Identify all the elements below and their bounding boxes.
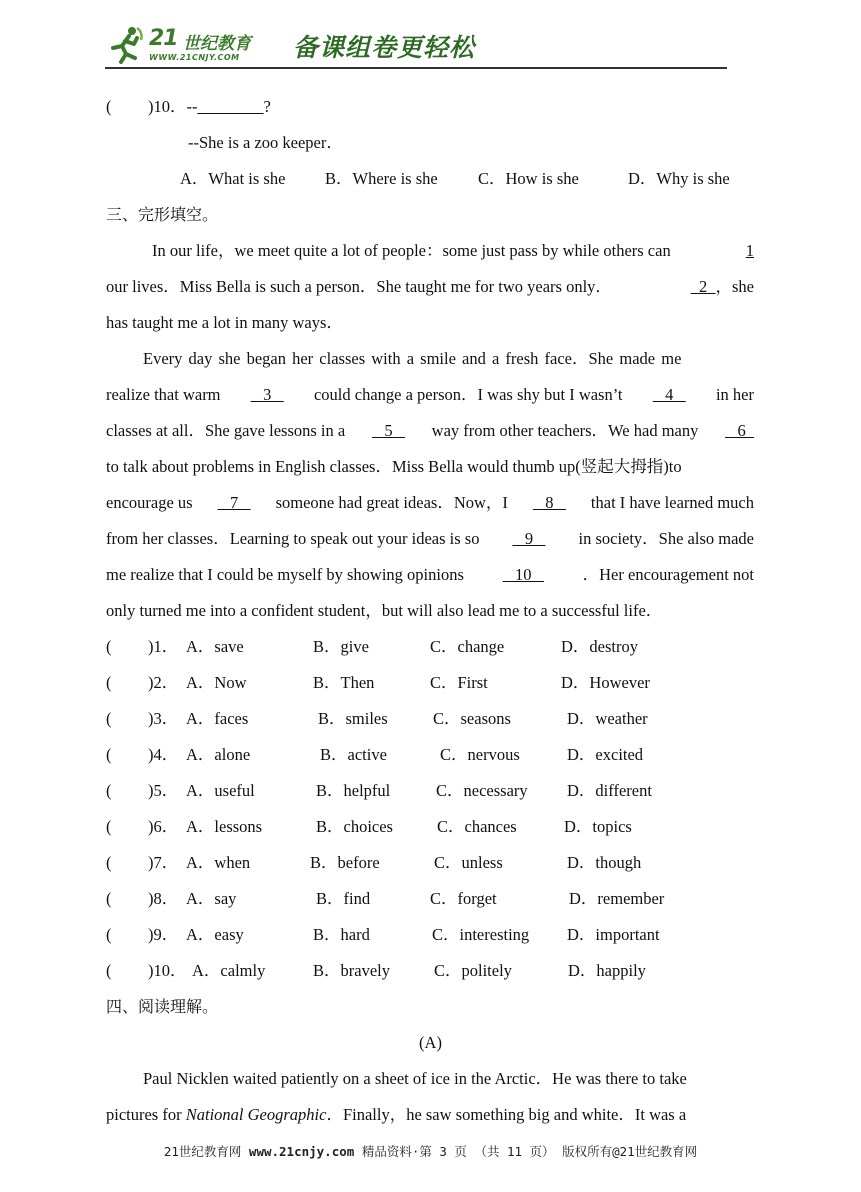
blank-7: 7 — [217, 493, 251, 512]
option-b: B．Where is she — [325, 169, 438, 188]
passage-line: from her classes．Learning to speak out your ideas is so 9 in society．She also made — [106, 529, 754, 548]
option-c: C．chances — [437, 817, 517, 836]
passage-line: has taught me a lot in many ways． — [106, 313, 343, 332]
option-d: D．weather — [567, 709, 648, 728]
question-number: )4． — [148, 745, 179, 764]
answer-paren: ( — [106, 961, 112, 980]
option-d: D．Why is she — [628, 169, 730, 188]
option-a: A．say — [186, 889, 237, 908]
header-slogan: 备课组卷更轻松 — [293, 33, 476, 62]
blank-10: 10 — [502, 565, 544, 584]
answer-paren: ( — [106, 889, 112, 908]
blank-6: 6 — [725, 421, 754, 440]
section-3-heading: 三、完形填空。 — [106, 205, 219, 224]
option-a: A．Now — [186, 673, 247, 692]
reading-line: pictures for National Geographic．Finally，he saw something big and white．It was a — [106, 1105, 687, 1124]
question-number: )8． — [148, 889, 179, 908]
passage-line: In our life，we meet quite a lot of people：some just pass by while others can 1 — [152, 241, 754, 260]
blank-5: 5 — [371, 421, 405, 440]
question-10-response: --She is a zoo keeper． — [188, 133, 343, 152]
page-footer: 21世纪教育网 www.21cnjy.com 精品资料·第 3 页 （共 11 页） 版权所有@21世纪教育网 — [163, 1144, 698, 1159]
option-d: D．though — [567, 853, 642, 872]
option-d: D．excited — [567, 745, 644, 764]
option-c: C．First — [430, 673, 488, 692]
blank-4: 4 — [652, 385, 686, 404]
header-divider — [105, 67, 727, 69]
question-number: )10． — [148, 961, 187, 980]
option-a: A．easy — [186, 925, 244, 944]
option-c: C．change — [430, 637, 505, 656]
question-10-line: ( )10．--________? — [106, 97, 271, 116]
answer-paren: ( — [106, 709, 112, 728]
passage-line: me realize that I could be myself by showing opinions 10 ．Her encouragement not — [106, 565, 754, 584]
option-b: B．helpful — [316, 781, 391, 800]
option-b: B．give — [313, 637, 369, 656]
blank-8: 8 — [532, 493, 566, 512]
answer-paren: ( — [106, 853, 112, 872]
option-a: A．save — [186, 637, 244, 656]
answer-paren: ( — [106, 925, 112, 944]
option-c: C．necessary — [436, 781, 528, 800]
option-a: A．What is she — [180, 169, 286, 188]
answer-blank: ________ — [197, 97, 264, 116]
page-header — [105, 22, 727, 70]
option-b: B．choices — [316, 817, 393, 836]
blank-9: 9 — [512, 529, 546, 548]
question-number: )7． — [148, 853, 179, 872]
passage-label: (A) — [419, 1033, 442, 1052]
answer-paren: ( — [106, 637, 112, 656]
logo-text: 世纪教育 — [183, 34, 251, 54]
option-b: B．bravely — [313, 961, 390, 980]
blank-3: 3 — [250, 385, 284, 404]
option-b: B．find — [316, 889, 371, 908]
option-b: B．hard — [313, 925, 370, 944]
logo-url: WWW.21CNJY.COM — [149, 53, 240, 62]
blank-1: 1 — [745, 241, 754, 260]
magazine-title: National Geographic — [185, 1105, 327, 1124]
option-a: A．useful — [186, 781, 255, 800]
passage-line: our lives．Miss Bella is such a person．She taught me for two years only． 2 ，she — [106, 277, 754, 296]
option-c: C．How is she — [478, 169, 579, 188]
option-c: C．interesting — [432, 925, 530, 944]
option-d: D．different — [567, 781, 652, 800]
option-a: A．lessons — [186, 817, 263, 836]
option-a: A．alone — [186, 745, 251, 764]
option-a: A．faces — [186, 709, 249, 728]
passage-line: only turned me into a confident student，but will also lead me to a successful life． — [106, 601, 663, 620]
answer-paren: ( — [106, 817, 112, 836]
logo-number: 21 — [149, 26, 178, 51]
answer-paren: ( — [106, 781, 112, 800]
option-b: B．smiles — [318, 709, 388, 728]
question-number: )3． — [148, 709, 179, 728]
option-a: A．calmly — [192, 961, 266, 980]
question-number: )2． — [148, 673, 179, 692]
option-b: B．active — [320, 745, 387, 764]
option-d: D．destroy — [561, 637, 638, 656]
passage-line: Every day she began her classes with a smile and a fresh face．She made me — [143, 349, 682, 368]
option-c: C．politely — [434, 961, 512, 980]
runner-logo-icon — [107, 24, 147, 64]
question-number: )9． — [148, 925, 179, 944]
question-number: )1． — [148, 637, 179, 656]
question-number: )5． — [148, 781, 179, 800]
footer-url[interactable]: www.21cnjy.com — [248, 1144, 355, 1159]
answer-paren: ( — [106, 673, 112, 692]
option-d: D．important — [567, 925, 660, 944]
option-c: C．nervous — [440, 745, 520, 764]
answer-paren: ( — [106, 745, 112, 764]
passage-line: to talk about problems in English classes．Miss Bella would thumb up(竖起大拇指)to — [106, 457, 682, 476]
passage-line: realize that warm 3 could change a person．I was shy but I wasn’t 4 in her — [106, 385, 754, 404]
passage-line: encourage us 7 someone had great ideas．Now，I 8 that I have learned much — [106, 493, 754, 512]
option-b: B．Then — [313, 673, 375, 692]
option-d: D．happily — [568, 961, 646, 980]
reading-line: Paul Nicklen waited patiently on a sheet of ice in the Arctic．He was there to take — [143, 1069, 687, 1088]
option-c: C．unless — [434, 853, 503, 872]
blank-2: 2 — [690, 277, 716, 296]
option-d: D．However — [561, 673, 650, 692]
option-c: C．forget — [430, 889, 497, 908]
question-number: )6． — [148, 817, 179, 836]
option-d: D．topics — [564, 817, 632, 836]
option-d: D．remember — [569, 889, 665, 908]
option-c: C．seasons — [433, 709, 511, 728]
section-4-heading: 四、阅读理解。 — [106, 997, 219, 1016]
option-a: A．when — [186, 853, 251, 872]
passage-line: classes at all．She gave lessons in a 5 way from other teachers．We had many 6 — [106, 421, 754, 440]
option-b: B．before — [310, 853, 380, 872]
